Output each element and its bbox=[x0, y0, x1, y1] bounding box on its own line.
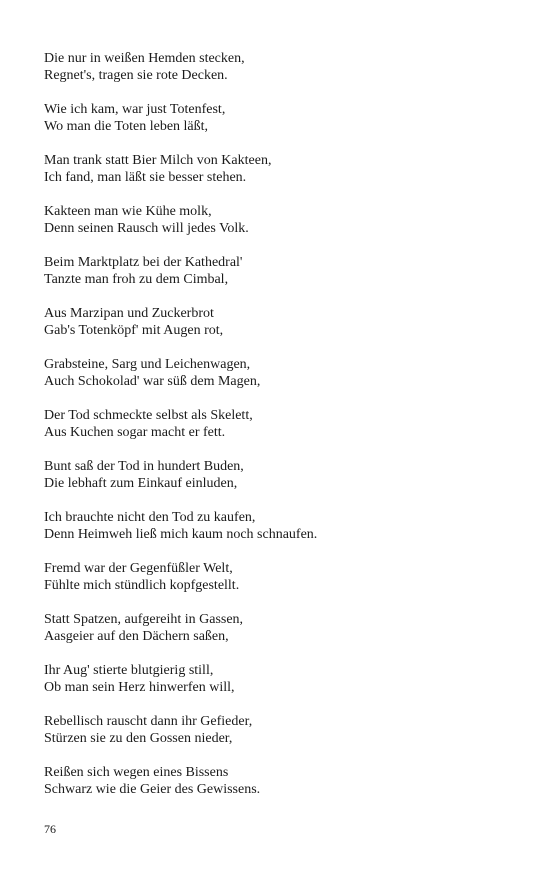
verse-line: Statt Spatzen, aufgereiht in Gassen, bbox=[44, 612, 244, 627]
verse-line: Schwarz wie die Geier des Gewissens. bbox=[44, 782, 261, 797]
verse-line: Ich brauchte nicht den Tod zu kaufen, bbox=[44, 510, 256, 525]
verse-line: Reißen sich wegen eines Bissens bbox=[44, 765, 229, 780]
page-number: 76 bbox=[44, 822, 56, 836]
verse-line: Denn Heimweh ließ mich kaum noch schnaufen. bbox=[44, 527, 318, 542]
verse-line: Die nur in weißen Hemden stecken, bbox=[44, 51, 245, 66]
stanza bbox=[44, 101, 524, 135]
stanza bbox=[44, 254, 524, 288]
verse-line: Gab's Totenköpf' mit Augen rot, bbox=[44, 323, 224, 338]
stanza bbox=[44, 356, 524, 390]
verse-line: Grabsteine, Sarg und Leichenwagen, bbox=[44, 357, 251, 372]
verse-line: Wo man die Toten leben läßt, bbox=[44, 119, 209, 134]
verse-line: Beim Marktplatz bei der Kathedral' bbox=[44, 255, 243, 270]
verse-line: Kakteen man wie Kühe molk, bbox=[44, 204, 212, 219]
verse-line: Bunt saß der Tod in hundert Buden, bbox=[44, 459, 244, 474]
verse-line: Wie ich kam, war just Totenfest, bbox=[44, 102, 226, 117]
verse-line: Rebellisch rauscht dann ihr Gefieder, bbox=[44, 714, 253, 729]
verse-line: Aasgeier auf den Dächern saßen, bbox=[44, 629, 229, 644]
verse-line: Auch Schokolad' war süß dem Magen, bbox=[44, 374, 261, 389]
verse-line: Fremd war der Gegenfüßler Welt, bbox=[44, 561, 233, 576]
poem-text bbox=[44, 50, 524, 815]
stanza bbox=[44, 509, 524, 543]
verse-line: Ich fand, man läßt sie besser stehen. bbox=[44, 170, 247, 185]
stanza bbox=[44, 203, 524, 237]
verse-line: Man trank statt Bier Milch von Kakteen, bbox=[44, 153, 272, 168]
verse-line: Ihr Aug' stierte blutgierig still, bbox=[44, 663, 214, 678]
verse-line: Regnet's, tragen sie rote Decken. bbox=[44, 68, 228, 83]
verse-line: Aus Kuchen sogar macht er fett. bbox=[44, 425, 226, 440]
stanza bbox=[44, 764, 524, 798]
stanza bbox=[44, 152, 524, 186]
verse-line: Denn seinen Rausch will jedes Volk. bbox=[44, 221, 249, 236]
stanza bbox=[44, 611, 524, 645]
stanza bbox=[44, 662, 524, 696]
verse-line: Tanzte man froh zu dem Cimbal, bbox=[44, 272, 229, 287]
stanza bbox=[44, 458, 524, 492]
verse-line: Die lebhaft zum Einkauf einluden, bbox=[44, 476, 238, 491]
verse-line: Ob man sein Herz hinwerfen will, bbox=[44, 680, 235, 695]
verse-line: Der Tod schmeckte selbst als Skelett, bbox=[44, 408, 253, 423]
stanza bbox=[44, 50, 524, 84]
stanza bbox=[44, 305, 524, 339]
stanza bbox=[44, 560, 524, 594]
verse-line: Fühlte mich stündlich kopfgestellt. bbox=[44, 578, 240, 593]
verse-line: Stürzen sie zu den Gossen nieder, bbox=[44, 731, 233, 746]
verse-line: Aus Marzipan und Zuckerbrot bbox=[44, 306, 214, 321]
stanza bbox=[44, 407, 524, 441]
stanza bbox=[44, 713, 524, 747]
